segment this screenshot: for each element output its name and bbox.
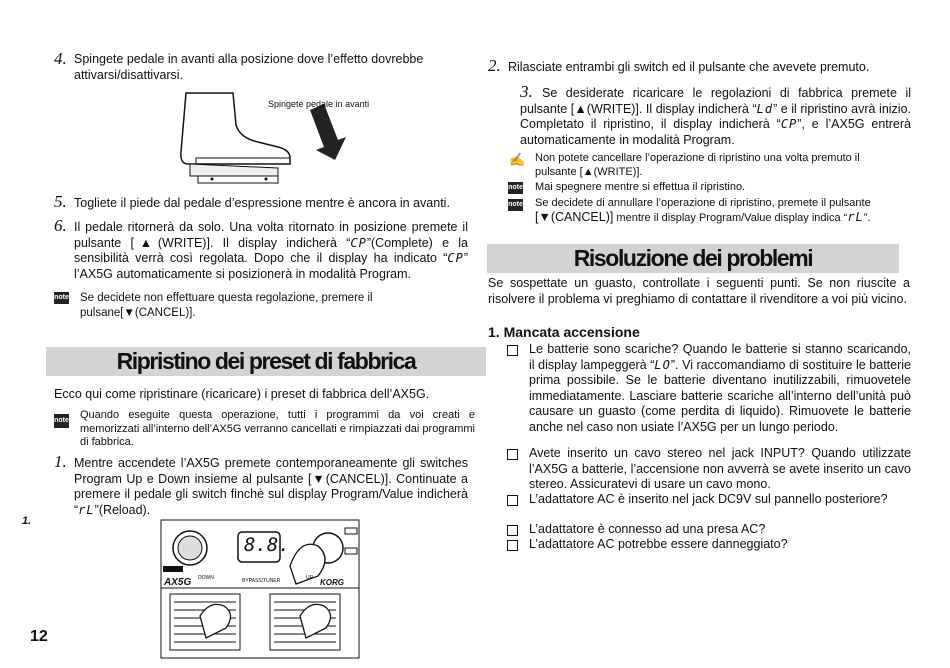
note-icon: note <box>54 414 69 428</box>
step-3-number: 3. <box>520 82 533 101</box>
list-item: Le batterie sono scariche? Quando le batterie si stanno scaricando, il display lampeggerà “LO”. Vi raccomandiamo di sostituire le batterie prima possibile. Se le batterie diventano inutilizzabili, rimuovetele immediatamente. Lasciare batterie scariche all’interno dell’unità può causare un guasto (come perdita di liquido). Rimuovete le batterie anche nel caso non usiate l’AX5G per un lungo periodo. <box>507 342 911 435</box>
note-icon: note <box>54 292 69 304</box>
subheading-no-power: 1. Mancata accensione <box>488 324 640 340</box>
step-2-text: Rilasciate entrambi gli switch ed il pulsante che avevete premuto. <box>508 60 870 74</box>
side-label: 1. <box>22 515 32 527</box>
step-5-number: 5. <box>54 192 67 211</box>
heading-troubleshooting: Risoluzione dei problemi <box>487 244 899 273</box>
up-label: UP <box>306 575 313 581</box>
note-icon: note <box>508 182 523 194</box>
step-6-text: Il pedale ritornerà da solo. Una volta ritornato in posizione premete il pulsante [▲(WRITE)]. Il display indicherà “CP”(Complete) e la sensibilità verrà così regolata. Dopo che il display ha indicato “CP” l’AX5G automaticamente si posizionerà in modalità Program. <box>74 220 468 281</box>
note-4-text: Se decidete di annullare l’operazione di ripristino, premete il pulsante [▼(CANCEL)] mentre il display Program/Value display indica “rL”. <box>535 197 871 224</box>
note-icon: note <box>508 199 523 211</box>
lcd-ld: Ld <box>756 101 774 116</box>
down-label: DOWN <box>198 575 214 581</box>
step-1-text: Mentre accendete l’AX5G premete contemporaneamente gli switches Program Up e Down insieme al pulsante [▼(CANCEL)]. Continuate a premere il pedale gli switch finchè sul display Program/Value indicherà “rL”(Reload). <box>74 456 468 517</box>
list-item: Avete inserito un cavo stereo nel jack INPUT? Quando utilizzate l’AX5G a batterie, l’accensione non avverrà se avete inserito un cavo stereo. Assicuratevi di usare un cavo mono. <box>507 446 911 493</box>
checkbox-icon <box>507 495 518 506</box>
step-4-text: Spingete pedale in avanti alla posizione dove l’effetto dovrebbe attivarsi/disattivarsi. <box>74 52 424 82</box>
checkbox-icon <box>507 525 518 536</box>
step-3-text: Se desiderate ricaricare le regolazioni di fabbrica premete il pulsante [▲(WRITE)]. Il display indicherà “Ld” e il ripristino avrà inizio. Completato il ripristino, il display indicherà “CP”, e l’AX5G entrerà automaticamente in modalità Program. <box>520 86 911 147</box>
list-item: L’adattatore AC è inserito nel jack DC9V sul pannello posteriore? <box>507 492 911 508</box>
step-2-number: 2. <box>488 56 501 75</box>
troubleshooting-intro: Se sospettate un guasto, controllate i seguenti punti. Se non riuscite a risolvere il problema vi preghiamo di contattare il rivenditore a voi più vicino. <box>488 276 910 306</box>
lcd-cp: CP <box>350 235 367 250</box>
device-display: 8.8. <box>244 534 290 556</box>
list-item: L’adattatore è connesso ad una presa AC? <box>507 522 911 538</box>
lcd-rl: rL <box>847 210 864 224</box>
lcd-rl: rL <box>78 502 95 517</box>
step-6-number: 6. <box>54 216 67 235</box>
heading-factory-reset: Ripristino dei preset di fabbrica <box>46 347 486 376</box>
device-brand: KORG <box>320 578 344 587</box>
factory-reset-intro: Ecco qui come ripristinare (ricaricare) i preset di fabbrica dell’AX5G. <box>54 387 430 401</box>
warning-icon: ✍ <box>509 152 526 167</box>
step-1-number: 1. <box>54 452 67 471</box>
note-1-text: Se decidete non effettuare questa regolazione, premere il pulsane[▼(CANCEL)]. <box>80 292 373 319</box>
bypass-label: BYPASS/TUNER <box>242 578 281 584</box>
checkbox-icon <box>507 345 518 356</box>
pedal-caption: Spingete pedale in avanti <box>268 99 370 109</box>
lcd-cp: CP <box>780 117 798 131</box>
page-number: 12 <box>30 628 48 645</box>
note-2-text: Quando eseguite questa operazione, tutti i programmi da voi creati e memorizzati all’interno dell’AX5G verranno cancellati e rimpiazzati dai programmi di fabbrica. <box>80 409 475 448</box>
checkbox-icon <box>507 540 518 551</box>
step-4-number: 4. <box>54 49 67 68</box>
lcd-lo: LO <box>654 357 671 372</box>
device-model: AX5G <box>164 577 192 588</box>
lcd-cp: CP <box>447 251 464 265</box>
note-3-text: Mai spegnere mentre si effettua il ripristino. <box>535 181 746 193</box>
checkbox-icon <box>507 449 518 460</box>
step-5-text: Togliete il piede dal pedale d’espressione mentre è ancora in avanti. <box>74 196 450 210</box>
list-item: L’adattatore AC potrebbe essere danneggiato? <box>507 537 911 553</box>
warning-text: Non potete cancellare l’operazione di ripristino una volta premuto il pulsante [▲(WRITE)]. <box>535 152 860 178</box>
